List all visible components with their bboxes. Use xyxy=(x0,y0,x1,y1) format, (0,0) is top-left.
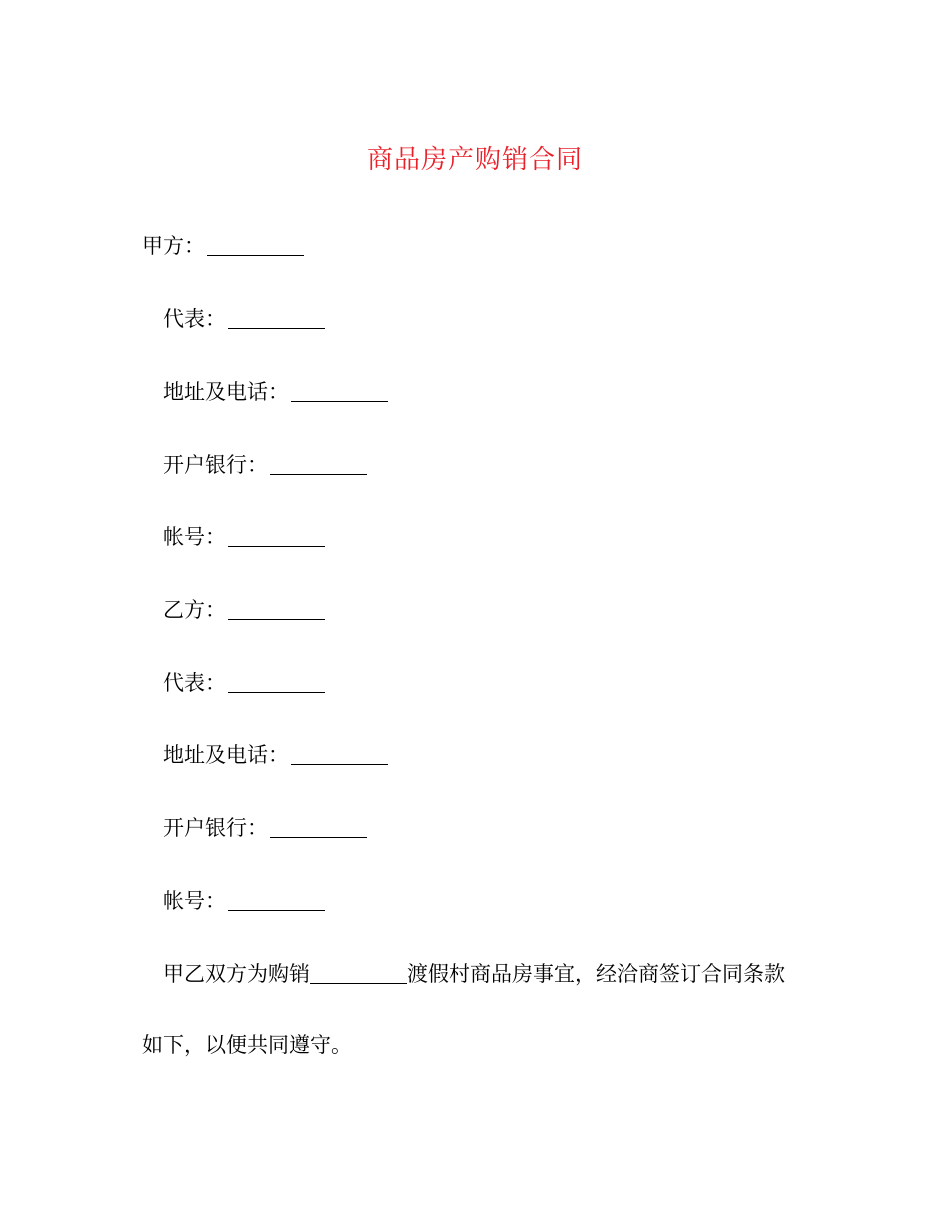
party-a-label: 甲方： xyxy=(142,234,205,258)
party-a-address-blank xyxy=(291,379,388,402)
party-b-account-line xyxy=(163,885,325,916)
intro-text-part1: 甲乙双方为购销 xyxy=(163,962,310,986)
party-b-representative-blank xyxy=(228,670,325,693)
party-b-line xyxy=(163,594,325,625)
party-b-account-blank xyxy=(228,888,325,911)
party-a-account-line xyxy=(163,521,325,552)
party-b-representative-label: 代表： xyxy=(163,671,226,695)
party-b-bank-blank xyxy=(270,815,367,838)
party-a-address-line xyxy=(163,376,388,407)
party-b-representative-line xyxy=(163,667,325,698)
party-b-address-label: 地址及电话： xyxy=(163,743,289,767)
party-b-bank-line xyxy=(163,812,367,843)
party-a-account-label: 帐号： xyxy=(163,525,226,549)
party-a-representative-blank xyxy=(228,306,325,329)
party-b-bank-label: 开户银行： xyxy=(163,816,268,840)
party-a-bank-blank xyxy=(270,452,367,475)
party-a-bank-line xyxy=(163,449,367,480)
party-b-address-line xyxy=(163,739,388,770)
party-b-blank xyxy=(228,597,325,620)
party-b-account-label: 帐号： xyxy=(163,889,226,913)
party-a-bank-label: 开户银行： xyxy=(163,453,268,477)
intro-paragraph-line1 xyxy=(163,958,785,989)
document-title: 商品房产购销合同 xyxy=(366,145,583,175)
intro-paragraph-line2 xyxy=(142,1030,352,1060)
project-name-blank xyxy=(310,961,407,984)
party-a-address-label: 地址及电话： xyxy=(163,380,289,404)
party-a-account-blank xyxy=(228,524,325,547)
party-a-line xyxy=(142,230,304,261)
party-a-blank xyxy=(207,233,304,256)
party-b-address-blank xyxy=(291,742,388,765)
party-a-representative-label: 代表： xyxy=(163,307,226,331)
party-b-label: 乙方： xyxy=(163,598,226,622)
party-a-representative-line xyxy=(163,303,325,334)
intro-text-line2: 如下，以便共同遵守。 xyxy=(142,1033,352,1057)
intro-text-part2: 渡假村商品房事宜，经洽商签订合同条款 xyxy=(407,962,785,986)
